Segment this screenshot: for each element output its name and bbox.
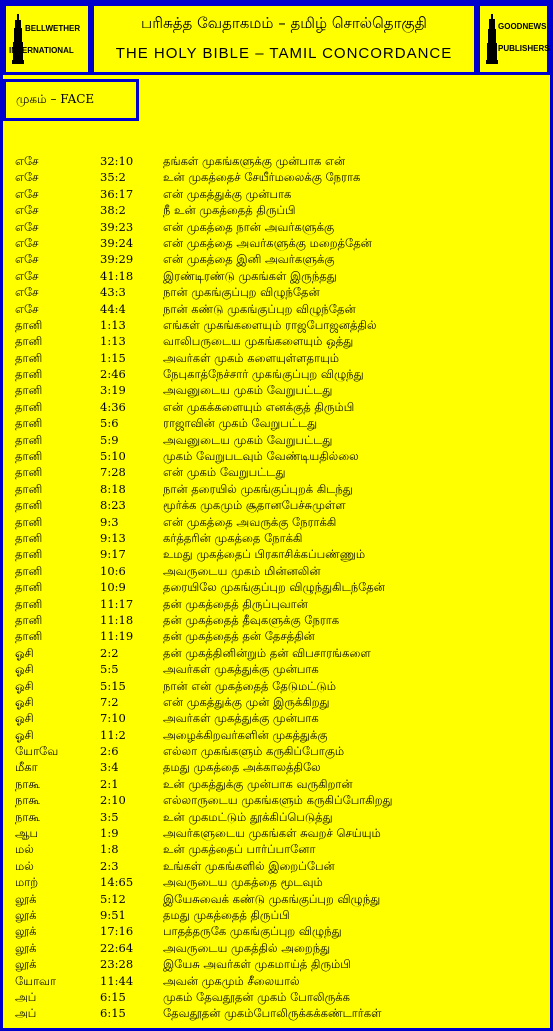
entry-reference: 2:46 xyxy=(100,367,126,382)
logo-text-line1: BELLWETHER xyxy=(25,24,81,33)
entry-reference: 23:28 xyxy=(100,957,134,972)
entry-text: முகம் தேவதூதன் முகம் போலிருக்க xyxy=(163,989,350,1004)
entry-text: தேவதூதன் முகம்போலிருக்கக்கண்டார்கள் xyxy=(163,1006,382,1021)
entry-book: ஓசி xyxy=(15,678,34,693)
entry-text: உன் முகத்தைப் பார்ப்பானோ xyxy=(163,842,316,857)
entry-book: மீகா xyxy=(15,760,38,775)
entry-reference: 2:6 xyxy=(100,744,119,759)
list-item xyxy=(3,973,550,989)
topic-tamil: முகம் xyxy=(16,92,47,106)
entry-reference: 9:51 xyxy=(100,907,126,922)
entry-book: எசே xyxy=(15,301,39,316)
entry-reference: 17:16 xyxy=(100,924,134,939)
entry-text: என் முகக்களையும் எனக்குத் திரும்பி xyxy=(163,399,355,414)
entry-reference: 6:15 xyxy=(100,1006,126,1021)
list-item xyxy=(3,251,550,267)
entry-reference: 7:2 xyxy=(100,694,119,709)
entry-book: தானி xyxy=(15,481,43,496)
entry-reference: 38:2 xyxy=(100,203,126,218)
entry-book: நாகூ xyxy=(15,809,40,824)
entry-book: லூக் xyxy=(15,957,37,972)
list-item xyxy=(3,940,550,956)
list-item xyxy=(3,628,550,644)
entry-reference: 5:9 xyxy=(100,432,119,447)
list-item xyxy=(3,874,550,890)
entry-book: எசே xyxy=(15,203,39,218)
list-item xyxy=(3,366,550,382)
logo-text-line2: PUBLISHERS xyxy=(498,44,550,53)
list-item xyxy=(3,169,550,185)
entry-book: எசே xyxy=(15,285,39,300)
list-item xyxy=(3,612,550,628)
entry-text: என் முகத்தை இனி அவர்களுக்கு xyxy=(163,252,335,267)
list-item xyxy=(3,907,550,923)
entry-book: ஆப xyxy=(15,826,39,841)
entry-reference: 1:13 xyxy=(100,334,126,349)
entry-reference: 5:15 xyxy=(100,678,126,693)
entry-reference: 5:5 xyxy=(100,662,119,677)
entry-book: யோவா xyxy=(15,973,57,988)
entry-text: ராஜாவின் முகம் வேறுபட்டது xyxy=(163,416,318,431)
list-item xyxy=(3,759,550,775)
entry-text: தங்கள் முகங்களுக்கு முன்பாக என் xyxy=(163,154,346,168)
list-item xyxy=(3,514,550,530)
list-item xyxy=(3,448,550,464)
entry-book: தானி xyxy=(15,563,43,578)
entry-book: லூக் xyxy=(15,891,37,906)
entry-book: அப் xyxy=(15,989,37,1004)
entry-reference: 1:15 xyxy=(100,350,126,365)
entry-reference: 39:29 xyxy=(100,252,134,267)
entry-reference: 9:3 xyxy=(100,514,119,529)
entry-book: எசே xyxy=(15,170,39,185)
entry-reference: 9:17 xyxy=(100,547,126,562)
entry-text: என் முகத்துக்கு முன்பாக xyxy=(163,186,292,201)
list-item xyxy=(3,694,550,710)
entry-text: உமது முகத்தைப் பிரகாசிக்கப்பண்ணும் xyxy=(163,547,366,562)
entry-book: தானி xyxy=(15,317,43,332)
list-item xyxy=(3,792,550,808)
entry-reference: 1:9 xyxy=(100,826,119,841)
entry-book: மல் xyxy=(15,858,34,873)
list-item xyxy=(3,415,550,431)
list-item xyxy=(3,301,550,317)
entry-text: நான் முகங்குப்புற விழுந்தேன் xyxy=(163,285,320,300)
entry-reference: 6:15 xyxy=(100,989,126,1004)
entry-text: அவர்கள் முகத்துக்கு முன்பாக xyxy=(163,711,319,726)
entry-reference: 5:6 xyxy=(100,416,119,431)
entry-book: தானி xyxy=(15,514,43,529)
entry-text: இயேசுவைக் கண்டு முகங்குப்புற விழுந்து xyxy=(163,891,381,906)
entry-reference: 9:13 xyxy=(100,530,126,545)
entry-book: லூக் xyxy=(15,924,37,939)
entry-reference: 22:64 xyxy=(100,940,134,955)
entry-text: மூர்க்க முகமும் சூதானபேச்சுமுள்ள xyxy=(163,498,346,513)
entry-text: உன் முகமட்டும் தூக்கிப்பெடுத்து xyxy=(163,809,333,824)
list-item xyxy=(3,399,550,415)
entry-text: அவன் முகமும் சீலையால் xyxy=(163,973,300,988)
entry-book: எசே xyxy=(15,268,39,283)
entry-reference: 2:3 xyxy=(100,858,119,873)
entry-reference: 5:12 xyxy=(100,891,126,906)
entry-text: அவருடைய முகத்தை மூடவும் xyxy=(163,875,323,890)
entry-reference: 7:28 xyxy=(100,465,126,480)
entry-reference: 3:19 xyxy=(100,383,126,398)
list-item xyxy=(3,333,550,349)
entry-text: நீ உன் முகத்தைத் திருப்பி xyxy=(163,203,296,218)
entry-reference: 1:13 xyxy=(100,317,126,332)
entry-book: ஓசி xyxy=(15,694,34,709)
list-item xyxy=(3,891,550,907)
entry-text: அவனுடைய முகம் வேறுபட்டது xyxy=(163,383,333,398)
entry-reference: 11:17 xyxy=(100,596,134,611)
entry-book: நாகூ xyxy=(15,776,40,791)
logo-text-line1: GOODNEWS xyxy=(498,22,547,31)
entry-reference: 2:10 xyxy=(100,793,126,808)
list-item xyxy=(3,382,550,398)
entry-book: யோவே xyxy=(15,744,59,759)
entry-reference: 39:24 xyxy=(100,235,134,250)
title-english: THE HOLY BIBLE – TAMIL CONCORDANCE xyxy=(115,45,453,62)
entry-text: உன் முகத்தைச் சேயீர்மலைக்கு நேராக xyxy=(163,170,361,185)
entry-book: தானி xyxy=(15,465,43,480)
entry-reference: 3:4 xyxy=(100,760,119,775)
list-item xyxy=(3,1005,550,1021)
entry-book: லூக் xyxy=(15,907,37,922)
entry-book: ஓசி xyxy=(15,727,34,742)
list-item xyxy=(3,497,550,513)
entry-book: எசே xyxy=(15,154,39,168)
entry-text: எல்லாருடைய முகங்களும் கருகிப்போகிறது xyxy=(163,793,393,808)
entry-reference: 39:23 xyxy=(100,219,134,234)
list-item xyxy=(3,268,550,284)
title-tamil: பரிசுத்த வேதாகமம் – தமிழ் சொல்தொகுதி xyxy=(141,14,427,32)
entry-book: தானி xyxy=(15,547,43,562)
entry-text: முகம் வேறுபடவும் வேண்டியதில்லை xyxy=(163,449,359,464)
list-item xyxy=(3,710,550,726)
list-item xyxy=(3,235,550,251)
title-box xyxy=(91,3,477,75)
entry-reference: 2:2 xyxy=(100,645,119,660)
entry-text: தமது முகத்தைத் திருப்பி xyxy=(163,907,290,922)
entry-book: தானி xyxy=(15,629,43,644)
topic-heading xyxy=(16,92,94,108)
entry-text: என் முகத்துக்கு முன் இருக்கிறது xyxy=(163,694,330,709)
entry-text: அழைக்கிறவர்களின் முகத்துக்கு xyxy=(163,727,328,742)
list-item xyxy=(3,923,550,939)
entry-book: தானி xyxy=(15,580,43,595)
entry-book: தானி xyxy=(15,367,43,382)
entry-text: உங்கள் முகங்களில் இறைப்பேன் xyxy=(163,858,335,873)
entry-text: என் முகத்தை அவருக்கு நேராக்கி xyxy=(163,514,337,529)
list-item xyxy=(3,153,550,169)
bell-tower-icon xyxy=(12,14,24,64)
entry-book: மாற் xyxy=(15,875,39,890)
list-item xyxy=(3,481,550,497)
entry-reference: 11:44 xyxy=(100,973,134,988)
logo-text-line2: INTERNATIONAL xyxy=(9,46,74,55)
entry-text: தன் முகத்தைத் தீவுகளுக்கு நேராக xyxy=(163,612,340,627)
entry-book: அப் xyxy=(15,1006,37,1021)
entry-text: கர்த்தரின் முகத்தை நோக்கி xyxy=(163,530,303,545)
entry-book: தானி xyxy=(15,399,43,414)
goodnews-logo xyxy=(477,3,550,75)
list-item xyxy=(3,841,550,857)
entry-text: தன் முகத்தைத் திருப்புவான் xyxy=(163,596,308,611)
entry-book: லூக் xyxy=(15,940,37,955)
list-item xyxy=(3,743,550,759)
list-item xyxy=(3,464,550,480)
entry-text: தன் முகத்தைத் தன் தேசத்தின் xyxy=(163,629,315,644)
list-item xyxy=(3,202,550,218)
entry-text: வாலிபருடைய முகங்களையும் ஒத்து xyxy=(163,334,354,349)
entry-reference: 11:18 xyxy=(100,612,134,627)
entry-list xyxy=(3,153,550,1022)
entry-text: எல்லா முகங்களும் கருகிப்போகும் xyxy=(163,744,345,759)
list-item xyxy=(3,645,550,661)
entry-reference: 5:10 xyxy=(100,449,126,464)
entry-text: நான் என் முகத்தைத் தேடுமட்டும் xyxy=(163,678,336,693)
topic-english: FACE xyxy=(60,92,95,106)
entry-reference: 3:5 xyxy=(100,809,119,824)
entry-text: அவர்கள் முகம் களையுள்ளதாயும் xyxy=(163,350,340,365)
bellwether-logo xyxy=(3,3,91,75)
entry-text: என் முகத்தை அவர்களுக்கு மறைத்தேன் xyxy=(163,235,372,250)
entry-book: எசே xyxy=(15,186,39,201)
entry-book: எசே xyxy=(15,252,39,267)
entry-reference: 14:65 xyxy=(100,875,134,890)
list-item xyxy=(3,579,550,595)
entry-reference: 4:36 xyxy=(100,399,126,414)
list-item xyxy=(3,546,550,562)
entry-book: நாகூ xyxy=(15,793,40,808)
entry-reference: 10:9 xyxy=(100,580,126,595)
entry-text: அவனுடைய முகம் வேறுபட்டது xyxy=(163,432,333,447)
entry-text: தரையிலே முகங்குப்புற விழுந்துகிடந்தேன் xyxy=(163,580,385,595)
list-item xyxy=(3,284,550,300)
entry-text: இரண்டிரண்டு முகங்கள் இருந்தது xyxy=(163,268,337,283)
entry-book: தானி xyxy=(15,432,43,447)
entry-text: என் முகத்தை நான் அவர்களுக்கு xyxy=(163,219,335,234)
entry-text: அவர்கள் முகத்துக்கு முன்பாக xyxy=(163,662,319,677)
entry-text: என் முகம் வேறுபட்டது xyxy=(163,465,286,480)
list-item xyxy=(3,563,550,579)
entry-text: நான் தரையில் முகங்குப்புறக் கிடந்து xyxy=(163,481,353,496)
entry-reference: 7:10 xyxy=(100,711,126,726)
entry-text: இயேசு அவர்கள் முகமாய்த் திரும்பி xyxy=(163,957,351,972)
topic-separator: – xyxy=(46,92,61,106)
entry-reference: 11:2 xyxy=(100,727,126,742)
entry-reference: 10:6 xyxy=(100,563,126,578)
entry-book: மல் xyxy=(15,842,34,857)
entry-book: தானி xyxy=(15,596,43,611)
list-item xyxy=(3,727,550,743)
list-item xyxy=(3,825,550,841)
entry-text: உன் முகத்துக்கு முன்பாக வருகிறான் xyxy=(163,776,353,791)
entry-book: தானி xyxy=(15,383,43,398)
entry-reference: 1:8 xyxy=(100,842,119,857)
entry-book: தானி xyxy=(15,449,43,464)
entry-text: நேபுகாத்நேச்சார் முகங்குப்புற விழுந்து xyxy=(163,367,364,382)
list-item xyxy=(3,678,550,694)
entry-reference: 41:18 xyxy=(100,268,134,283)
entry-reference: 11:19 xyxy=(100,629,134,644)
entry-book: எசே xyxy=(15,235,39,250)
topic-box xyxy=(3,79,139,121)
entry-book: ஓசி xyxy=(15,662,34,677)
entry-text: அவருடைய முகத்தில் அறைந்து xyxy=(163,940,331,955)
entry-reference: 43:3 xyxy=(100,285,126,300)
entry-book: எசே xyxy=(15,219,39,234)
entry-book: தானி xyxy=(15,498,43,513)
entry-reference: 32:10 xyxy=(100,154,134,168)
entry-text: அவர்களுடைய முகங்கள் சுவறச் செய்யும் xyxy=(163,826,381,841)
list-item xyxy=(3,596,550,612)
entry-book: ஓசி xyxy=(15,645,34,660)
entry-text: அவருடைய முகம் மின்னலின் xyxy=(163,563,321,578)
list-item xyxy=(3,350,550,366)
list-item xyxy=(3,432,550,448)
list-item xyxy=(3,661,550,677)
entry-reference: 8:18 xyxy=(100,481,126,496)
header xyxy=(3,3,550,79)
entry-book: தானி xyxy=(15,530,43,545)
list-item xyxy=(3,186,550,202)
list-item xyxy=(3,858,550,874)
entry-book: தானி xyxy=(15,612,43,627)
list-item xyxy=(3,530,550,546)
list-item xyxy=(3,219,550,235)
entry-reference: 2:1 xyxy=(100,776,119,791)
entry-reference: 8:23 xyxy=(100,498,126,513)
entry-reference: 44:4 xyxy=(100,301,126,316)
entry-text: பாதத்தருகே முகங்குப்புற விழுந்து xyxy=(163,924,342,939)
list-item xyxy=(3,989,550,1005)
list-item xyxy=(3,809,550,825)
entry-text: எங்கள் முகங்களையும் ராஜபோஜனத்தில் xyxy=(163,317,377,332)
entry-reference: 36:17 xyxy=(100,186,134,201)
entry-text: தன் முகத்தினின்றும் தன் விபசாரங்களை xyxy=(163,645,371,660)
entry-book: ஓசி xyxy=(15,711,34,726)
entry-book: தானி xyxy=(15,350,43,365)
tower-icon xyxy=(486,14,498,64)
entry-text: தமது முகத்தை அக்காலத்திலே xyxy=(163,760,321,775)
entry-reference: 35:2 xyxy=(100,170,126,185)
entry-book: தானி xyxy=(15,416,43,431)
entry-book: தானி xyxy=(15,334,43,349)
list-item xyxy=(3,317,550,333)
entry-text: நான் கண்டு முகங்குப்புற விழுந்தேன் xyxy=(163,301,356,316)
list-item xyxy=(3,776,550,792)
list-item xyxy=(3,956,550,972)
